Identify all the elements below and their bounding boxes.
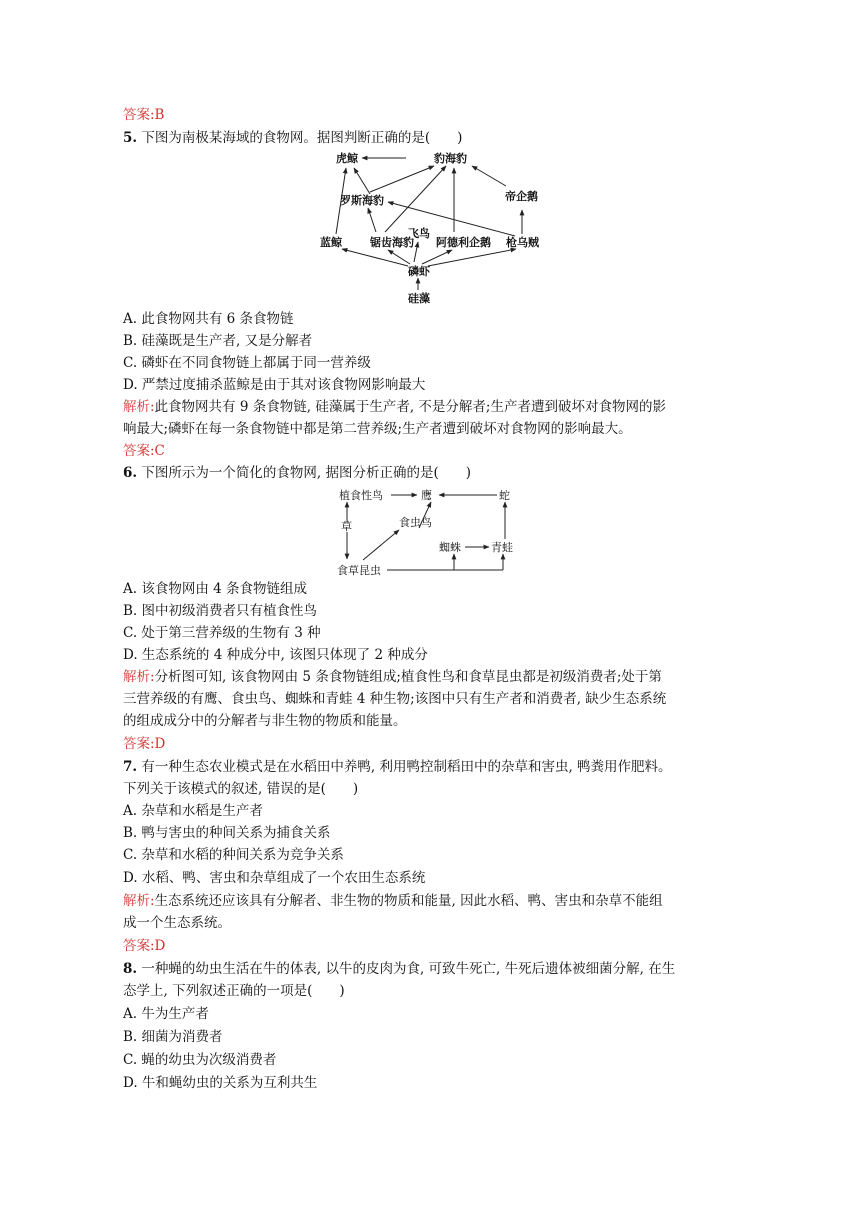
analysis-7-line-1 [123,890,663,912]
node-ying: 鹰 [421,489,432,502]
node-zhizhu: 蜘蛛 [439,541,461,554]
option-6d: D. 生态系统的 4 种成分中, 该图只体现了 2 种成分 [123,647,428,663]
option-8c: C. 蝇的幼虫为次级消费者 [123,1052,277,1068]
analysis-5-line-1 [123,396,666,418]
question-number: 8. [123,961,138,977]
answer-7: 答案:D [123,938,166,954]
option-7a: A. 杂草和水稻是生产者 [123,803,263,819]
option-6c: C. 处于第三营养级的生物有 3 种 [123,625,321,641]
question-7-line-2: 下列关于该模式的叙述, 错误的是( ) [123,781,359,797]
analysis-label: 解析: [123,893,155,909]
question-text: 下图所示为一个简化的食物网, 据图分析正确的是( ) [141,465,472,481]
analysis-text: 此食物网共有 9 条食物链, 硅藻属于生产者, 不是分解者;生产者遭到破坏对食物网的影 [154,399,666,415]
answer-5: 答案:C [123,443,165,459]
option-5c: C. 磷虾在不同食物链上都属于同一营养级 [123,355,371,371]
option-6b: B. 图中初级消费者只有植食性鸟 [123,603,318,619]
analysis-7-line-2: 成一个生态系统。 [123,915,231,931]
option-8d: D. 牛和蝇幼虫的关系为互利共生 [123,1075,318,1091]
node-cao: 草 [341,520,352,533]
option-7d: D. 水稻、鸭、害虫和杂草组成了一个农田生态系统 [123,870,426,886]
node-baohaibao: 豹海豹 [434,152,467,165]
food-web-diagram-1 [310,148,560,308]
option-5d: D. 严禁过度捕杀蓝鲸是由于其对该食物网影响最大 [123,377,426,393]
node-zhishi: 植食性鸟 [339,489,383,502]
answer-6: 答案:D [123,736,166,752]
node-kunchong: 食草昆虫 [337,564,381,577]
food-web-diagram-2 [335,484,535,580]
node-linxia: 磷虾 [408,265,430,278]
analysis-text: 生态系统还应该具有分解者、非生物的物质和能量, 因此水稻、鸭、害虫和杂草不能组 [154,893,663,909]
node-diqie: 帝企鹅 [505,190,538,203]
node-adeli: 阿德利企鹅 [436,236,491,249]
node-guizao: 硅藻 [408,292,430,305]
option-5a: A. 此食物网共有 6 条食物链 [123,311,294,327]
option-7b: B. 鸭与害虫的种间关系为捕食关系 [123,825,331,841]
question-8-line-1 [123,958,675,980]
question-number: 7. [123,759,138,775]
node-she: 蛇 [499,489,510,502]
question-7-line-1 [123,756,672,778]
analysis-6-line-3: 的组成成分中的分解者与非生物的物质和能量。 [123,713,407,729]
analysis-5-line-2: 响最大;磷虾在每一条食物链中都是第二营养级;生产者遭到破坏对食物网的影响最大。 [123,421,632,437]
option-7c: C. 杂草和水稻的种间关系为竞争关系 [123,847,344,863]
question-6 [123,462,471,484]
question-number: 5. [123,130,138,146]
question-text: 一种蝇的幼虫生活在牛的体表, 以牛的皮肉为食, 可致牛死亡, 牛死后遗体被细菌分解, 在生 [141,961,676,977]
node-qingwa: 青蛙 [491,541,513,554]
option-8a: A. 牛为生产者 [123,1006,209,1022]
analysis-6-line-2: 三营养级的有鹰、食虫鸟、蜘蛛和青蛙 4 种生物;该图中只有生产者和消费者, 缺少生态系统 [123,691,667,707]
node-hujing: 虎鲸 [336,152,358,165]
node-luosi: 罗斯海豹 [340,194,384,207]
option-6a: A. 该食物网由 4 条食物链组成 [123,581,308,597]
question-number: 6. [123,465,138,481]
analysis-label: 解析: [123,669,155,685]
question-8-line-2: 态学上, 下列叙述正确的一项是( ) [123,983,345,999]
question-5 [123,127,462,149]
answer-4: 答案:B [123,107,165,123]
node-lanjing: 蓝鲸 [320,236,342,249]
node-juchi: 锯齿海豹 [370,236,414,249]
node-qiangwuzei: 枪乌贼 [506,236,539,249]
analysis-6-line-1 [123,666,662,688]
node-shichong: 食虫鸟 [399,516,432,529]
option-8b: B. 细菌为消费者 [123,1029,223,1045]
question-text: 下图为南极某海域的食物网。据图判断正确的是( ) [141,130,463,146]
analysis-label: 解析: [123,399,155,415]
node-feiniao: 飞鸟 [408,227,430,240]
question-text: 有一种生态农业模式是在水稻田中养鸭, 利用鸭控制稻田中的杂草和害虫, 鸭粪用作肥料。 [141,759,672,775]
option-5b: B. 硅藻既是生产者, 又是分解者 [123,333,313,349]
analysis-text: 分析图可知, 该食物网由 5 条食物链组成;植食性鸟和食草昆虫都是初级消费者;处于第 [154,669,662,685]
